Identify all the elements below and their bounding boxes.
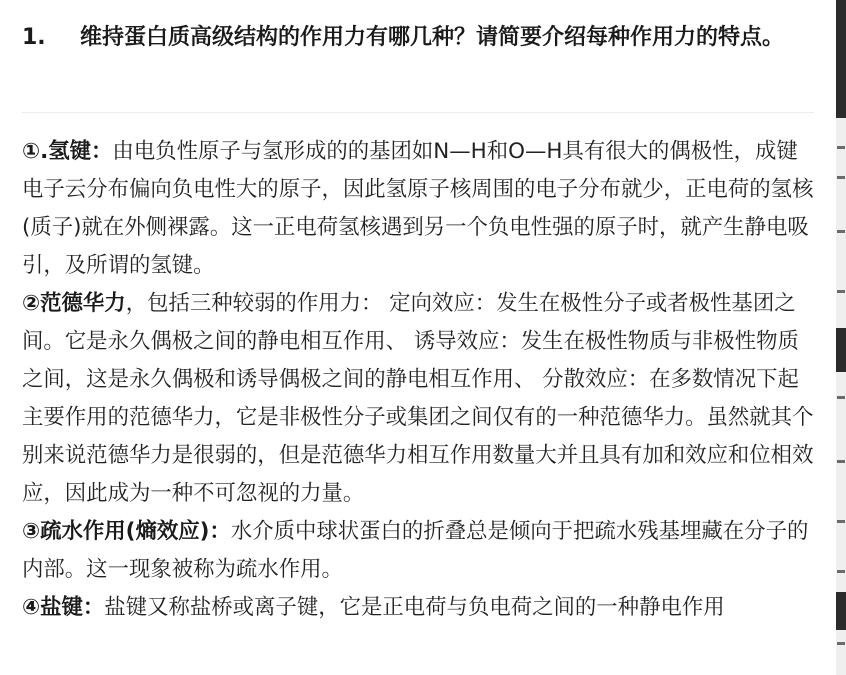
question-heading <box>22 18 818 58</box>
side-peek-mark <box>837 176 845 179</box>
side-panel-peek-lower <box>836 630 846 675</box>
side-panel-peek-middle <box>836 372 846 592</box>
desc-van-der-waals: ，包括三种较弱的作用力： 定向效应：发生在极性分子或者极性基团之间。它是永久偶极之间的静电相互作用、 诱导效应：发生在极性物质与非极性物质之间，这是永久偶极和诱导偶极之间的静电相互作用、 分散效应：在多数情况下起主要作用的范德华力，它是非极性分子或集团之间仅有的一种范德华力。虽然就其个别来说范德华力是很弱的，但是范德华力相互作用数量大并且具有加和效应和位相效应，因此成为一种不可忽视的力量。 <box>22 291 814 506</box>
term-van-der-waals: ②范德华力 <box>22 291 126 316</box>
side-peek-mark <box>837 290 845 293</box>
question-number: 1. <box>22 25 46 50</box>
desc-salt-bridge: 盐键又称盐桥或离子键，它是正电荷与负电荷之间的一种静电作用 <box>104 595 725 620</box>
answer-paragraph-hydrophobic <box>22 513 816 589</box>
answer-paragraph-van-der-waals <box>22 285 816 513</box>
answer-paragraph-hydrogen-bond <box>22 133 816 285</box>
side-peek-mark <box>837 642 845 645</box>
desc-hydrogen-bond: 由电负性原子与氢形成的的基团如N—H和O—H具有很大的偶极性，成键电子云分布偏向负电性大的原子，因此氢原子核周围的电子分布就少，正电荷的氢核(质子)就在外侧裸露。这一正电荷氢核遇到另一个负电性强的原子时，就产生静电吸引，及所谓的氢键。 <box>22 139 814 278</box>
answer-body <box>22 133 816 627</box>
side-peek-mark <box>837 460 845 463</box>
side-scroll-strip[interactable] <box>836 0 846 675</box>
question-text: 维持蛋白质高级结构的作用力有哪几种？请简要介绍每种作用力的特点。 <box>80 25 785 50</box>
term-hydrophobic: ③疏水作用(熵效应)： <box>22 519 231 544</box>
side-panel-peek-upper <box>836 118 846 328</box>
divider <box>22 112 814 113</box>
side-peek-mark <box>837 146 845 149</box>
desc-hydrophobic: 水介质中球状蛋白的折叠总是倾向于把疏水残基埋藏在分子的内部。这一现象被称为疏水作用。 <box>22 519 809 582</box>
side-peek-mark <box>837 230 845 233</box>
side-peek-mark <box>837 396 845 399</box>
term-hydrogen-bond: ①.氢键： <box>22 139 113 164</box>
term-salt-bridge: ④盐键： <box>22 595 105 620</box>
side-peek-mark <box>837 520 845 523</box>
answer-paragraph-salt-bridge <box>22 589 816 627</box>
side-peek-mark <box>837 570 845 573</box>
